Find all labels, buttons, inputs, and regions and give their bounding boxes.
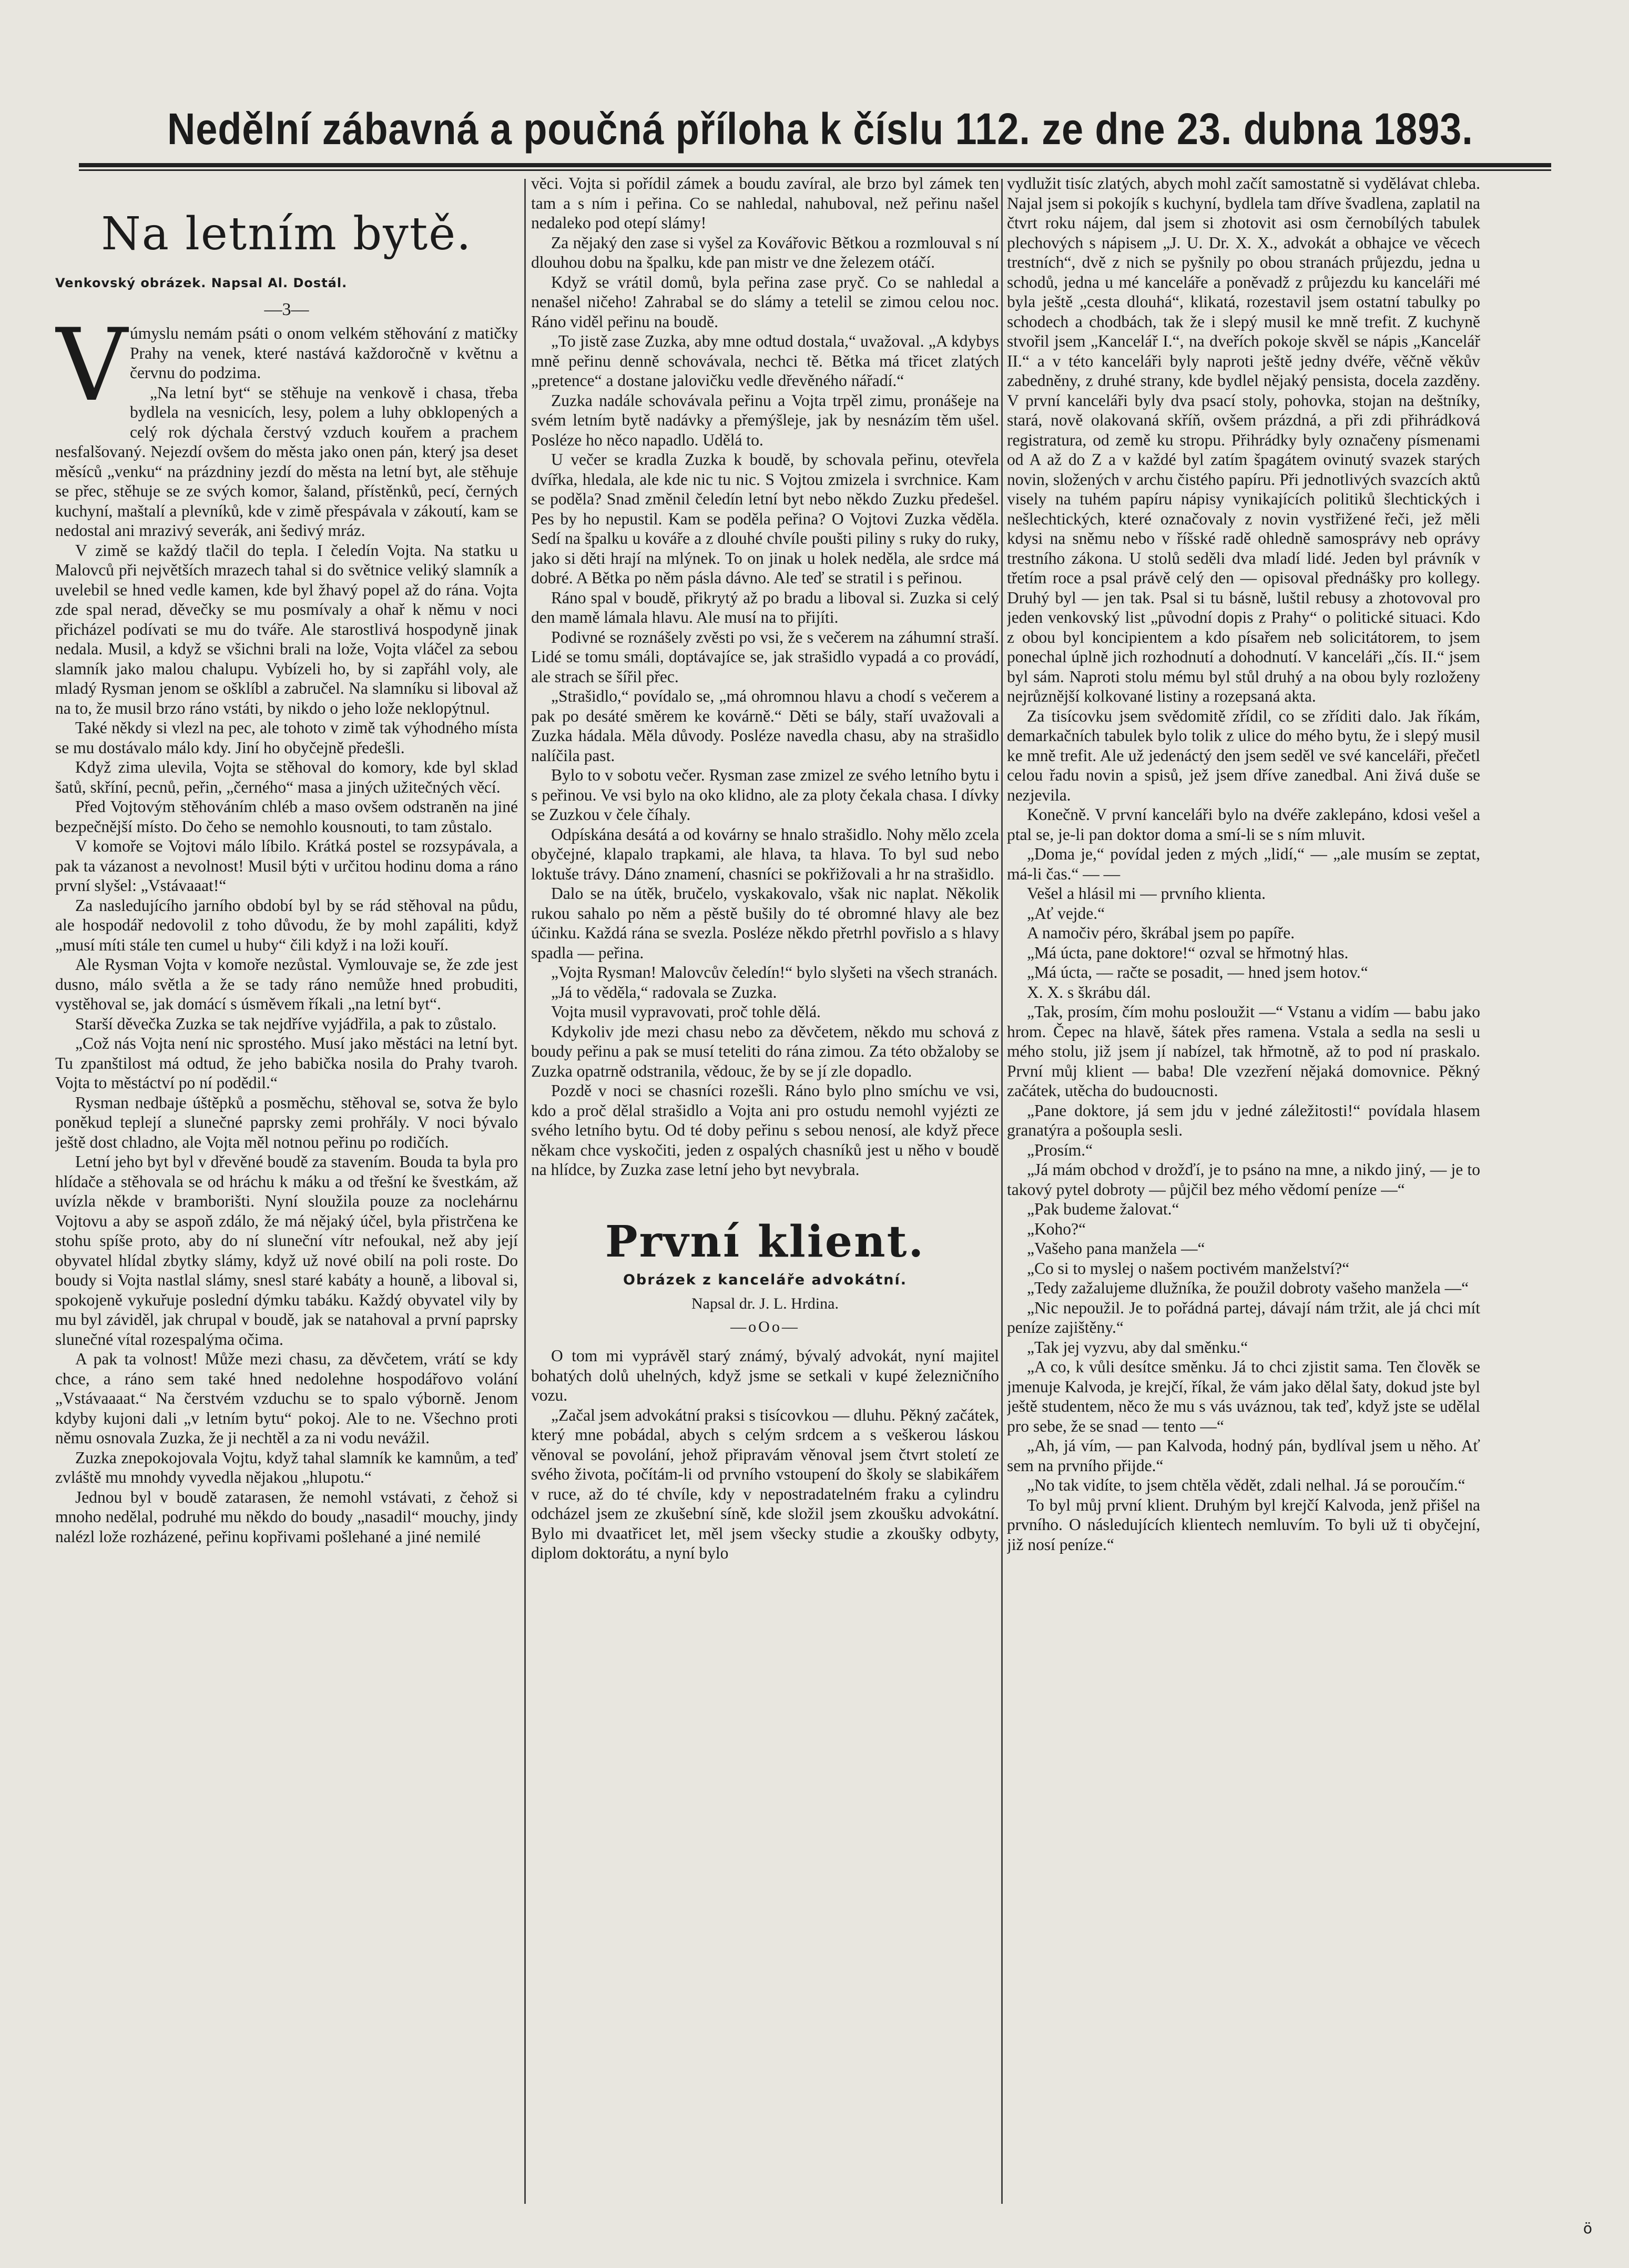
- ornament: —3—: [264, 299, 309, 319]
- paragraph: Zuzka znepokojovala Vojtu, když tahal slamník ke kamnům, a teď zvláště mu mnohdy vyvedla nějakou „hlupotu.“: [55, 1448, 518, 1486]
- article2-title: První klient.: [605, 1216, 925, 1267]
- paragraph: „Ah, já vím, — pan Kalvoda, hodný pán, bydlíval jsem u něho. Ať sem na prvního přijde.“: [1007, 1436, 1480, 1475]
- paragraph: Podivné se roznášely zvěsti po vsi, že s večerem na záhumní straší. Lidé se tomu smáli, doptávajíce se, jak strašidlo vypadá a co provádí, ale strach se šířil přec.: [531, 627, 999, 686]
- paragraph: Rysman nedbaje úštěpků a posměchu, stěhoval se, sotva že bylo poněkud teplejí a slunečné paprsky zemi prohřály. V noci bývalo ještě dost chladno, ale Vojta měl notnou peřinu po rodičích.: [55, 1093, 518, 1151]
- article2-body: [531, 1346, 999, 1563]
- paragraph: věci. Vojta si pořídil zámek a boudu zavíral, ale brzo byl zámek ten tam a s ním i peřina. Co se nahledal, nahuboval, než peřinu našel nedaleko pod otepí slámy!: [531, 174, 999, 232]
- column-2: [531, 174, 999, 2204]
- paragraph: V komoře se Vojtovi málo líbilo. Krátká postel se rozsypávala, a pak ta vázanost a nevolnost! Musil býti v určitou hodinu doma a ráno první slyšel: „Vstávaaat!“: [55, 837, 518, 895]
- paragraph: „Koho?“: [1027, 1219, 1086, 1238]
- header-rule-thin: [79, 169, 1551, 171]
- paragraph: Vešel a hlásil mi — prvního klienta.: [1027, 884, 1266, 903]
- paragraph: „Prosím.“: [1027, 1140, 1093, 1159]
- article-subtitle: Venkovský obrázek. Napsal Al. Dostál.: [55, 276, 348, 290]
- paragraph: Kdykoliv jde mezi chasu nebo za děvčetem, někdo mu schová z boudy peřinu a pak se musí teteliti do rána zimou. Za této obžaloby se Zuzka opatrně odstranila, vědouc, že by se jí zle dopadlo.: [531, 1022, 999, 1080]
- paragraph: „Začal jsem advokátní praksi s tisícovkou — dluhu. Pěkný začátek, který mne pobádal, abych s celým srdcem a s veškerou láskou věnoval se povolání, jehož připravám věnoval jsem čtvrt století ze svého života, počítám-li od prvního vstoupení do školy se slabikářem v ruce, až do té chvíle, kdy v nepostradatelném fraku a cylindru odcházel jsem ze zkušební síně, kde složil jsem zkoušku advokátní. Bylo mi dvaatřicet let, měl jsem všecky studie a zkoušky odbyty, diplom doktorátu, a nyní bylo: [531, 1405, 999, 1562]
- paragraph: „Nic nepoužil. Je to pořádná partej, dávají nám tržit, ale já chci mít peníze zajištěny.“: [1007, 1298, 1480, 1336]
- article2-body-continued: [1007, 174, 1480, 1554]
- drop-cap: V: [55, 307, 128, 423]
- column-divider: [1001, 179, 1003, 2204]
- paragraph: Letní jeho byt byl v dřevěné boudě za stavením. Bouda ta byla pro hlídače a stěhovala se od hráchu k máku a od třešní ke švestkám, až uvízla někde v bramborišti. Nyní sloužila pouze za noclehárnu Vojtovu a aby se aspoň zdálo, že má nějaký účel, byla přistrčena ke stohu spíše proto, aby do ní sluneční vítr nefoukal, než aby její obyvatel hlídal zbytky slámy, když už nové obilí na poli roste. Do boudy si Vojta nastlal slámy, snesl staré kabáty a houně, a liboval si, spokojeně vykuřuje poslední dýmku tabáku. Každý obyvatel vily by mu byl záviděl, jak chrupal v boudě, jak se natahoval a první paprsky slunečné vítal rozespalýma očima.: [55, 1152, 518, 1349]
- paragraph: „Tak, prosím, čím mohu posloužit —“ Vstanu a vidím — babu jako hrom. Čepec na hlavě, šátek přes ramena. Vstala a sedla na sesli u mého stolu, již jsem jí nabízel, tak hřmotně, až to pod ní praskalo. První můj klient — baba! Dle vzezření nějaká domovnice. Pěkný začátek, utěcha do budoucnosti.: [1007, 1003, 1480, 1100]
- header-title: Nedělní zábavná a poučná příloha k číslu 112. ze dne 23. dubna 1893.: [167, 104, 1473, 154]
- paragraph: „Doma je,“ povídal jeden z mých „lidí,“ — „ale musím se zeptat, má-li čas.“ — —: [1007, 845, 1480, 883]
- paragraph: Když se vrátil domů, byla peřina zase pryč. Co se nahledal a nenašel ničeho! Zahrabal se do slámy a tetelil se zimou celou noc. Ráno viděl peřinu na boudě.: [531, 272, 999, 331]
- paragraph: Zuzka nadále schovávala peřinu a Vojta trpěl zimu, pronášeje na svém letním bytě nadávky a přemýšleje, jak by nesnázím těm ušel. Posléze ho něco napadlo. Udělá to.: [531, 391, 999, 449]
- article2-author: Napsal dr. J. L. Hrdina.: [691, 1295, 839, 1312]
- paragraph: O tom mi vyprávěl starý známý, bývalý advokát, nyní majitel bohatých dolů uhelných, když jsme se setkali v kupé železničního vozu.: [531, 1346, 999, 1404]
- paragraph: „No tak vidíte, to jsem chtěla vědět, zdali nelhal. Já se poroučím.“: [1027, 1476, 1465, 1494]
- paragraph: Vojta musil vypravovati, proč tohle dělá.: [551, 1003, 821, 1021]
- paragraph: U večer se kradla Zuzka k boudě, by schovala peřinu, otevřela dvířka, hledala, ale kde nic tu nic. S Vojtou zmizela i svrchnice. Kam se poděla? Snad změnil čeledín letní byt nebo někdo Zuzku předešel. Pes by ho nepustil. Kam se poděla peřina? O Vojtovi Zuzka věděla. Sedí na špalku u kováře a z dlouhé chvíle poušti piliny s ruky do ruky, jako si děti hrají na mlýnek. To on jinak u holek neděla, ale srdce má dobré. A Bětka po něm pásla dávno. Ale teď se stratil i s peřinou.: [531, 450, 999, 587]
- paragraph: Dalo se na útěk, bručelo, vyskakovalo, však nic naplat. Několik rukou sahalo po něm a pěstě bušily do té obromné hlavy ale bez účinku. Každá rána se svezla. Posléze někdo přetrhl povřislo a s hlavy spadla — peřina.: [531, 884, 999, 962]
- article-body-continued: [531, 174, 999, 1180]
- paragraph: Ale Rysman Vojta v komoře nezůstal. Vymlouvaje se, že zde jest dusno, málo světla a že se tady ráno nemůže hned probuditi, vystěhoval se, jak domácí s úsměvem říkali „na letní byt“.: [55, 955, 518, 1013]
- paragraph: „Co si to myslej o našem poctivém manželství?“: [1027, 1259, 1350, 1278]
- paragraph: A namočiv péro, škrábal jsem po papíře.: [1027, 924, 1295, 942]
- paragraph: Starší děvečka Zuzka se tak nejdříve vyjádřila, a pak to zůstalo.: [75, 1014, 497, 1033]
- page-mark: ö: [1583, 2220, 1592, 2237]
- paragraph: Také někdy si vlezl na pec, ale tohoto v zimě tak výhodného místa se mu dostávalo málo kdy. Jiní ho obyčejně předešli.: [55, 718, 518, 757]
- paragraph: „Pane doktore, já sem jdu v jedné záležitosti!“ povídala hlasem granatýra a pošoupla sesli.: [1007, 1101, 1480, 1139]
- paragraph: „Má úcta, pane doktore!“ ozval se hřmotný hlas.: [1027, 943, 1349, 962]
- paragraph: „To jistě zase Zuzka, aby mne odtud dostala,“ uvažoval. „A kdybys mně peřinu denně schovávala, nechci tě. Bětka má třicet zlatých „pretence“ a dostane jalovičku vedle dřevěného nářadí.“: [531, 332, 999, 390]
- paragraph: „Pak budeme žalovat.“: [1027, 1200, 1179, 1218]
- paragraph: Když zima ulevila, Vojta se stěhoval do komory, kde byl sklad šatů, skříní, pecnů, peřin, „černého“ masa a jiných užitečných věcí.: [55, 758, 518, 796]
- paragraph: Před Vojtovým stěhováním chléb a maso ovšem odstraněn na jiné bezpečnější místo. Do čeho se nemohlo kousnouti, to tam zůstalo.: [55, 797, 518, 836]
- paragraph: „Já to věděla,“ radovala se Zuzka.: [551, 983, 777, 1001]
- paragraph: „Ať vejde.“: [1027, 904, 1105, 923]
- paragraph: „Vojta Rysman! Malovcův čeledín!“ bylo slyšeti na všech stranách.: [551, 963, 998, 981]
- paragraph: Bylo to v sobotu večer. Rysman zase zmizel ze svého letního bytu i s peřinou. Ve vsi bylo na oko klidno, ale za ploty čekala chasa. I dívky se Zuzkou v čele číhaly.: [531, 766, 999, 824]
- paragraph: „Vašeho pana manžela —“: [1027, 1239, 1205, 1258]
- article-title: Na letním bytě.: [101, 208, 472, 260]
- paragraph: Odpískána desátá a od kovárny se hnalo strašidlo. Nohy mělo zcela obyčejné, klapalo trapkami, ale hlava, ta hlava. To byl sud nebo loktuše trávy. Dáno znamení, chasníci se pokřižovali a hr na strašidlo.: [531, 825, 999, 883]
- paragraph: A pak ta volnost! Může mezi chasu, za děvčetem, vrátí se kdy chce, a ráno sem také hned nedolehne hospodářovo volání „Vstávaaaat.“ Na čerstvém vzduchu se to spalo výborně. Jenom kdyby kujoni dali „v letním bytu“ pokoj. Ale to ne. Všechno proti němu osnovala Zuzka, že ji nechtěl a za ni vodu nevážil.: [55, 1350, 518, 1447]
- column-1: [55, 174, 518, 2204]
- column-divider: [524, 179, 526, 2204]
- paragraph: „Tedy zažalujeme dlužníka, že použil dobroty vašeho manžela —“: [1027, 1279, 1469, 1297]
- paragraph: X. X. s škrábu dál.: [1027, 983, 1151, 1001]
- article-body: [55, 307, 518, 1546]
- ornament: —oOo—: [730, 1318, 800, 1335]
- paragraph: To byl můj první klient. Druhým byl krejčí Kalvoda, jenž přišel na prvního. O následujících klientech nemluvím. To byli už ti obyčejní, již nosí peníze.“: [1007, 1495, 1480, 1554]
- paragraph: „Já mám obchod v drožďí, je to psáno na mne, a nikdo jiný, — je to takový pytel dobroty — půjčil bez mého vědomí peníze —“: [1007, 1160, 1480, 1199]
- paragraph: „Na letní byt“ se stěhuje na venkově i chasa, třeba bydlela na vesnicích, lesy, polem a luhy obklopených a celý rok dýchala čerstvý vzduch kouřem a prachem nesfalšovaný. Nejezdí ovšem do města jako onen pán, který jsa deset měsíců „venku“ na prázdniny jezdí do města na letní byt, ale stěhuje se přec, stěhuje se ze svých komor, šaland, přístěnků, pecí, černých kuchyní, maštalí a plevníků, kde v zimě přespávala v zákoutí, kam se nedostal ani mrazivý severák, ani šedivý mráz.: [55, 383, 518, 540]
- paragraph: Za nějaký den zase si vyšel za Kovářovic Bětkou a rozmlouval s ní dlouhou dobu na špalku, kde pan mistr ve dne železem otáčí.: [531, 233, 999, 271]
- paragraph: „Což nás Vojta není nic sprostého. Musí jako městáci na letní byt. Tu zpanštilost má odtud, že jeho babička nosila do Prahy tvaroh. Vojta to městáctví po ní podědil.“: [55, 1034, 518, 1092]
- paragraph: úmyslu nemám psáti o onom velkém stěhování z matičky Prahy na venek, které nastává každoročně v květnu a červnu do podzima.: [130, 324, 518, 382]
- paragraph: Za nasledujícího jarního období byl by se rád stěhoval na půdu, ale hospodář nedovolil z toho důvodu, že by mohl zapáliti, když „musí míti stále ten cumel u huby“ čili když i na loži kouří.: [55, 896, 518, 954]
- paragraph: „Strašidlo,“ povídalo se, „má ohromnou hlavu a chodí s večerem a pak po desáté směrem ke kovárně.“ Děti se bály, staří uvažovali a Zuzka hádala. Měla důvody. Posléze navedla chasu, aby na strašidlo nalíčila past.: [531, 687, 999, 765]
- paragraph: „Tak jej vyzvu, aby dal směnku.“: [1027, 1338, 1248, 1356]
- header-rule: [79, 163, 1551, 167]
- article2-subtitle: Obrázek z kanceláře advokátní.: [623, 1271, 908, 1288]
- paragraph: Jednou byl v boudě zatarasen, že nemohl vstávati, z čehož si mnoho nedělal, podruhé mu někdo do boudy „nasadil“ mouchy, jindy nalézl lože rozházené, peřinu kopřivami pošlehané a jiné nemilé: [55, 1487, 518, 1546]
- paragraph: V zimě se každý tlačil do tepla. I čeledín Vojta. Na statku u Malovců při největších mrazech tahal si do světnice veliký slamník a uvelebil se hned vedle kamen, kde byl žhavý popel až do rána. Vojta zde spal nerad, děvečky se mu posmívaly a ohař k němu v noci přicházel podívati se mu do tváře. Ale starostlivá hospodyně jinak nedala. Musil, a když se všichni brali na lože, Vojta vláčel za sebou slamník jako malou chalupu. Vybízeli ho, by si zapřáhl voly, ale mladý Rysman jenom se ošklíbl a zabručel. Na slamníku si liboval až na to, že musil brzo ráno vstáti, by nikdo o jeho lože neklopýtnul.: [55, 541, 518, 717]
- paragraph: Pozdě v noci se chasníci rozešli. Ráno bylo plno smíchu ve vsi, kdo a proč dělal strašidlo a Vojta ani pro ostudu nemohl vyjézti ze svého letního bytu. Od té doby peřinu s sebou nenosí, ale když přece někam chce vyskočiti, jeden z ospalých chasníků jest u něho v boudě na hlídce, by Zuzka zase letní jeho byt nevybrala.: [531, 1081, 999, 1179]
- paragraph: „Má úcta, — račte se posadit, — hned jsem hotov.“: [1027, 963, 1368, 981]
- paragraph: „A co, k vůli desítce směnku. Já to chci zjistit sama. Ten člověk se jmenuje Kalvoda, je krejčí, říkal, že vám jako dělal šaty, dokud jste byl ještě studentem, něco že mu s vás uváznou, tak teď, když jste se udělal pro sebe, že se snad — tento —“: [1007, 1358, 1480, 1435]
- paragraph: Ráno spal v boudě, přikrytý až po bradu a liboval si. Zuzka si celý den mamě lámala hlavu. Ale musí na to přijíti.: [531, 588, 999, 626]
- column-3: [1007, 174, 1480, 2204]
- paragraph: Konečně. V první kanceláři bylo na dvéře zaklepáno, kdosi vešel a ptal se, je-li pan doktor doma a smí-li se s ním mluvit.: [1007, 805, 1480, 844]
- paragraph: Za tisícovku jsem svědomitě zřídil, co se zříditi dalo. Jak říkám, demarkačních tabulek bylo tolik z ulice do mého bytu, že i slepý musil ke mně trefit. Ale už jedenáctý den jsem seděl ve své kanceláři, přečetl celou řadu novin a spisů, jež jsem dříve zanedbal. Ani živá duše se nezjevila.: [1007, 706, 1480, 804]
- paragraph: vydlužit tisíc zlatých, abych mohl začít samostatně si vydělávat chleba. Najal jsem si pokojík s kuchyní, bydlela tam dříve švadlena, zaplatil na čtvrt roku nájem, dal jsem si zhotovit asi osm černobílých tabulek plechových s nápisem „J. U. Dr. X. X., advokát a obhajce ve věcech trestních“, dvě z nich se pyšnily po obou stranách průjezdu, jedna u schodů, jedna u mé kanceláře a poněvadž z průjezdu ku kanceláři mé byla ještě „cesta dlouhá“, klikatá, rozestavil jsem ostatní tabulky po schodech a chodbách, tak že i slepý musil ke mně trefit. Z kuchyně stvořil jsem „Kancelář I.“, na dveřích pokoje skvěl se nápis „Kancelář II.“ a v této kanceláři byly naproti ještě jedny dvéře, věčně věkův zabedněny, z druhé strany, kde bydlel nějaký pensista, docela zazděny. V první kanceláři byly dva psací stoly, pohovka, stojan na deštníky, stará, nově olakovaná skříň, ovšem prázdná, a při zdi přihrádková registratura, od země ku stropu. Přihrádky byly označeny písmenami od A až do Z a v každé byl zatím špagátem ovinutý svazek starých novin, složených v archu čistého papíru. Při jednotlivých svazcích aktů visely na tuhém papíru nápisy vynikajících politiků šlechtických i nešlechtických, které označovaly z novin vystřižené řeči, jež měli kdysi na sněmu nebo v říšské radě ohledně samosprávy neb oprávy trestního zákona. U stolů seděli dva mladí lidé. Jeden byl právník v třetím roce a psal právě celý den — opisoval přednášky pro kollegy. Druhý byl — jen tak. Psal si tu básně, luštil rebusy a zhotovoval pro jeden venkovský list „původní dopis z Prahy“ o politické situaci. Kdo z obou byl koncipientem a kdo písařem neb solicitátorem, to jsem ponechal úplně jich rozhodnutí a dohodnutí. V kanceláři „čís. II.“ jsem byl sám. Naproti stolu mému byl stůl druhý a na obou byly rozloženy nejrůznější kolkované listiny a rozepsaná akta.: [1007, 174, 1480, 705]
